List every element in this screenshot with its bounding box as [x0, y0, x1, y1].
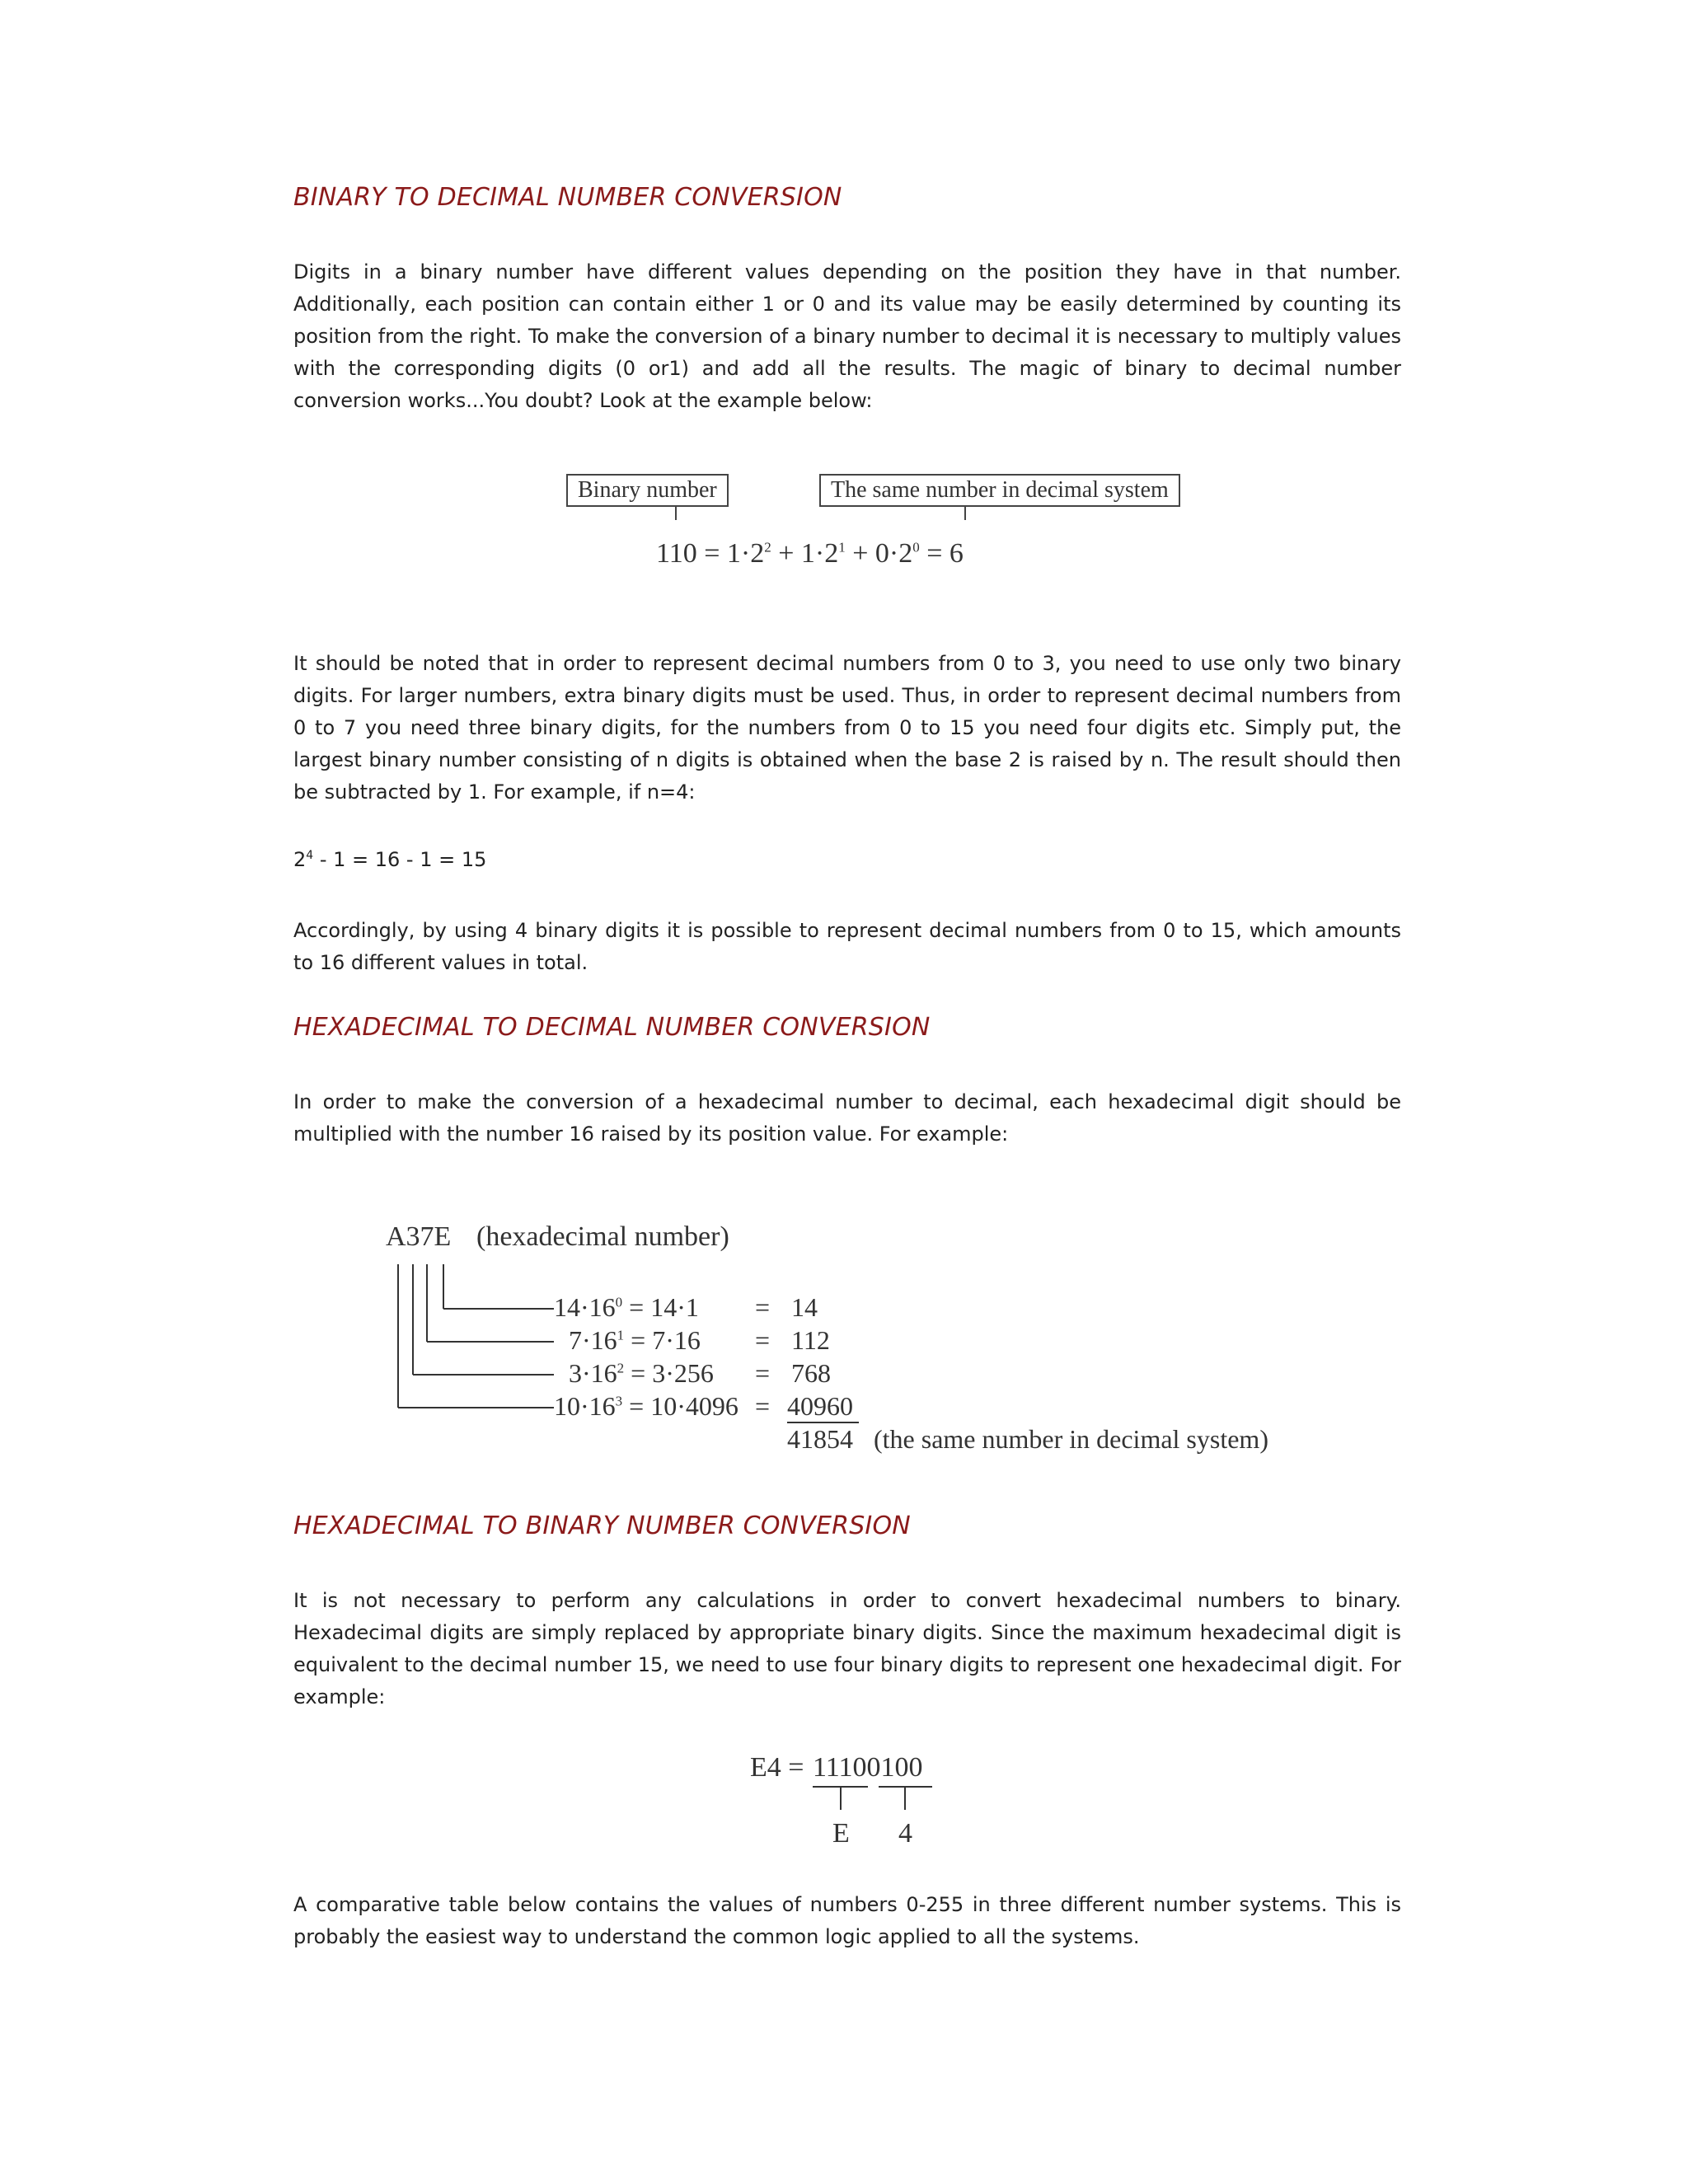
- hex-to-binary-rhs: 11100100: [813, 1752, 923, 1783]
- hex-total: 41854: [787, 1424, 853, 1454]
- binary-number-label: Binary number: [566, 474, 729, 507]
- figure-hex-to-decimal: [293, 1212, 1401, 1475]
- hex-to-binary-lhs: E4 =: [750, 1752, 811, 1783]
- hex-calc-row-4: $10\cdot 16^3 = 10\cdot 4096$: [554, 1391, 738, 1421]
- hex-calc-row-3-equals: =: [755, 1358, 771, 1388]
- paragraph-binary-intro: Digits in a binary number have different values depending on the position they have in that number. Additionally, each position can contain either 1 or 0 and its value may be easily determined by counting its position from the right. To make the conversion of a binary number to decimal it is necessary to multiply values with the corresponding digits (0 or1) and add all the results. The magic of binary to decimal number conversion works...You doubt? Look at the example below:: [293, 260, 1401, 412]
- hex-calc-row-2-equals: =: [755, 1325, 771, 1355]
- hex-calc-row-3-result: 768: [791, 1358, 831, 1388]
- binary-equation: $110 = 1\cdot 2^2 + 1\cdot 2^1 + 0\cdot 2^0 = 6$: [656, 538, 964, 569]
- paragraph-hex-intro: In order to make the conversion of a hexadecimal number to decimal, each hexadecimal digit should be multiplied with the number 16 raised by its position value. For example:: [293, 1090, 1401, 1146]
- hex-digit-4: 4: [898, 1818, 912, 1849]
- section-heading-hex-to-decimal: HEXADECIMAL TO DECIMAL NUMBER CONVERSION: [293, 1013, 931, 1042]
- figure-hex-to-binary: [293, 1739, 1401, 1863]
- hex-number-note: (hexadecimal number): [476, 1221, 729, 1252]
- hex-calc-row-4-result: 40960: [787, 1391, 853, 1421]
- hex-calc-row-3: $3\cdot 16^2 = 3\cdot 256$: [569, 1358, 714, 1388]
- hex-calc-row-4-equals: =: [755, 1391, 771, 1421]
- paragraph-binary-digits: It should be noted that in order to represent decimal numbers from 0 to 3, you need to use only two binary digits. For larger numbers, extra binary digits must be used. Thus, in order to represent decimal numbers from 0 to 7 you need three binary digits, for the numbers from 0 to 15 you need four digits etc. Simply put, the largest binary number consisting of n digits is obtained when the base 2 is raised by n. The result should then be subtracted by 1. For example, if n=4:: [293, 652, 1401, 804]
- hex-calc-row-1: $14\cdot 16^0 = 14\cdot 1$: [554, 1292, 699, 1322]
- paragraph-binary-summary: Accordingly, by using 4 binary digits it is possible to represent decimal numbers from 0 to 15, which amounts to 16 different values in total.: [293, 919, 1401, 974]
- hex-calc-row-1-result: 14: [791, 1292, 818, 1322]
- figure-connector-lines: [293, 474, 1401, 598]
- section-heading-hex-to-binary: HEXADECIMAL TO BINARY NUMBER CONVERSION: [293, 1511, 911, 1540]
- section-heading-binary-to-decimal: BINARY TO DECIMAL NUMBER CONVERSION: [293, 183, 842, 212]
- hex-calc-row-2-result: 112: [791, 1325, 830, 1355]
- paragraph-comparative-table: A comparative table below contains the values of numbers 0-255 in three different number systems. This is probably the easiest way to understand the common logic applied to all the systems.: [293, 1893, 1401, 1948]
- hex-digit-e: E: [832, 1818, 850, 1849]
- formula-two-power-four: $2^4 - 1 = 16 - 1 = 15$: [293, 848, 487, 871]
- hex-number: A37E: [386, 1221, 452, 1252]
- hex-calc-row-1-equals: =: [755, 1292, 771, 1322]
- paragraph-hex-to-binary-intro: It is not necessary to perform any calculations in order to convert hexadecimal numbers to binary. Hexadecimal digits are simply replaced by appropriate binary digits. Since the maximum hexadecimal digit is equivalent to the decimal number 15, we need to use four binary digits to represent one hexadecimal digit. For example:: [293, 1589, 1401, 1708]
- decimal-number-label: The same number in decimal system: [819, 474, 1180, 507]
- figure-binary-to-decimal: [293, 474, 1401, 598]
- hex-calc-row-2: $7\cdot 16^1 = 7\cdot 16$: [569, 1325, 701, 1355]
- hex-total-note: (the same number in decimal system): [874, 1424, 1268, 1454]
